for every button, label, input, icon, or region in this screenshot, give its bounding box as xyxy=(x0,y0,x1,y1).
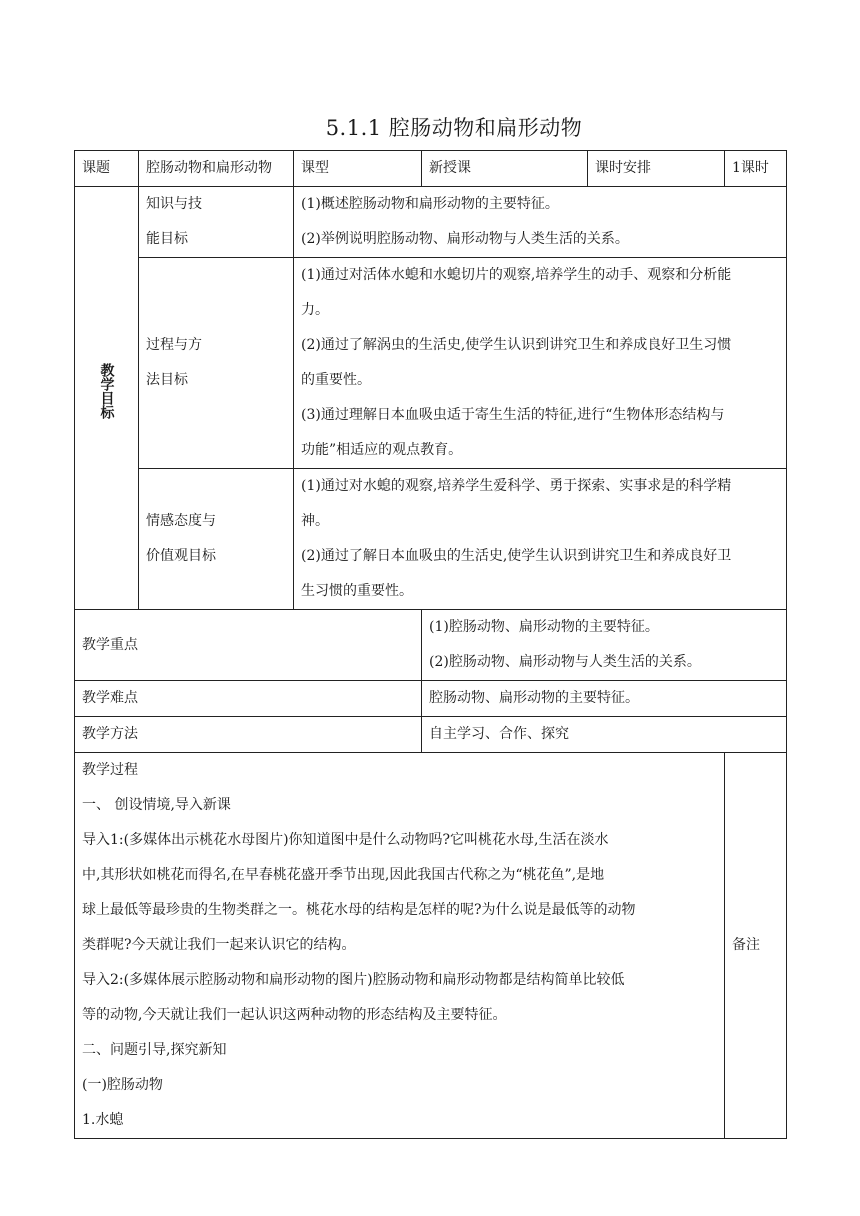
objective-row-emotion xyxy=(75,469,787,610)
objective-row-process xyxy=(75,258,787,469)
emotion-content xyxy=(294,469,787,610)
process-text-line: 中,其形状如桃花而得名,在早春桃花盛开季节出现,因此我国古代称之为“桃花鱼”,是地 xyxy=(82,867,605,883)
process-item-line: 的重要性。 xyxy=(301,372,371,388)
objectives-label-cell xyxy=(75,187,139,610)
difficulties-row xyxy=(75,681,787,717)
emotion-item-line: 神。 xyxy=(301,513,329,529)
objectives-label: 教学目标 xyxy=(98,363,115,419)
methods-content: 自主学习、合作、探究 xyxy=(422,717,787,753)
emotion-item-line: (1)通过对水螅的观察,培养学生爱科学、勇于探索、实事求是的科学精 xyxy=(301,478,732,494)
key-points-row xyxy=(75,610,787,681)
process-item-line: (2)通过了解涡虫的生活史,使学生认识到讲究卫生和养成良好卫生习惯 xyxy=(301,337,732,353)
objective-row-knowledge xyxy=(75,187,787,258)
process-item-line: (3)通过理解日本血吸虫适于寄生生活的特征,进行“生物体形态结构与 xyxy=(301,407,725,423)
type-value: 新授课 xyxy=(422,151,588,187)
emotion-label: 情感态度与 价值观目标 xyxy=(139,469,294,610)
header-row xyxy=(75,151,787,187)
process-text-line: 二、问题引导,探究新知 xyxy=(82,1042,227,1058)
process-text-line: 导入2:(多媒体展示腔肠动物和扁形动物的图片)腔肠动物和扁形动物都是结构简单比较低 xyxy=(82,972,625,988)
subject-value: 腔肠动物和扁形动物 xyxy=(139,151,294,187)
teaching-process-content xyxy=(75,753,725,1139)
process-text-line: 等的动物,今天就让我们一起认识这两种动物的形态结构及主要特征。 xyxy=(82,1007,507,1023)
process-text-line: 1.水螅 xyxy=(82,1112,124,1128)
type-label: 课型 xyxy=(294,151,422,187)
notes-label: 备注 xyxy=(732,937,760,953)
lesson-plan-table xyxy=(74,150,787,1139)
knowledge-item: (2)举例说明腔肠动物、扁形动物与人类生活的关系。 xyxy=(301,231,629,247)
key-point-item: (2)腔肠动物、扁形动物与人类生活的关系。 xyxy=(429,654,701,670)
process-label: 过程与方 法目标 xyxy=(139,258,294,469)
hours-label: 课时安排 xyxy=(588,151,725,187)
teaching-process-row xyxy=(75,753,787,1139)
difficulties-label: 教学难点 xyxy=(75,681,422,717)
process-item-line: 力。 xyxy=(301,302,329,318)
knowledge-label: 知识与技 能目标 xyxy=(139,187,294,258)
process-text-line: 球上最低等最珍贵的生物类群之一。桃花水母的结构是怎样的呢?为什么说是最低等的动物 xyxy=(82,902,636,918)
process-item-line: (1)通过对活体水螅和水螅切片的观察,培养学生的动手、观察和分析能 xyxy=(301,267,732,283)
methods-row xyxy=(75,717,787,753)
key-points-label: 教学重点 xyxy=(75,610,422,681)
difficulties-content: 腔肠动物、扁形动物的主要特征。 xyxy=(422,681,787,717)
process-text-line: 类群呢?今天就让我们一起来认识它的结构。 xyxy=(82,937,356,953)
hours-value: 1课时 xyxy=(725,151,787,187)
key-points-content xyxy=(422,610,787,681)
process-content xyxy=(294,258,787,469)
emotion-item-line: 生习惯的重要性。 xyxy=(301,583,413,599)
notes-cell xyxy=(725,753,787,1139)
knowledge-item: (1)概述腔肠动物和扁形动物的主要特征。 xyxy=(301,196,559,212)
methods-label: 教学方法 xyxy=(75,717,422,753)
process-text-line: 一、 创设情境,导入新课 xyxy=(82,797,231,813)
process-text-line: (一)腔肠动物 xyxy=(82,1077,163,1093)
process-text-line: 导入1:(多媒体出示桃花水母图片)你知道图中是什么动物吗?它叫桃花水母,生活在淡水 xyxy=(82,832,609,848)
knowledge-content xyxy=(294,187,787,258)
process-text-line: 教学过程 xyxy=(82,762,138,778)
page-title: 5.1.1 腔肠动物和扁形动物 xyxy=(325,116,583,140)
process-item-line: 功能”相适应的观点教育。 xyxy=(301,442,463,458)
subject-label: 课题 xyxy=(75,151,139,187)
key-point-item: (1)腔肠动物、扁形动物的主要特征。 xyxy=(429,619,659,635)
emotion-item-line: (2)通过了解日本血吸虫的生活史,使学生认识到讲究卫生和养成良好卫 xyxy=(301,548,732,564)
